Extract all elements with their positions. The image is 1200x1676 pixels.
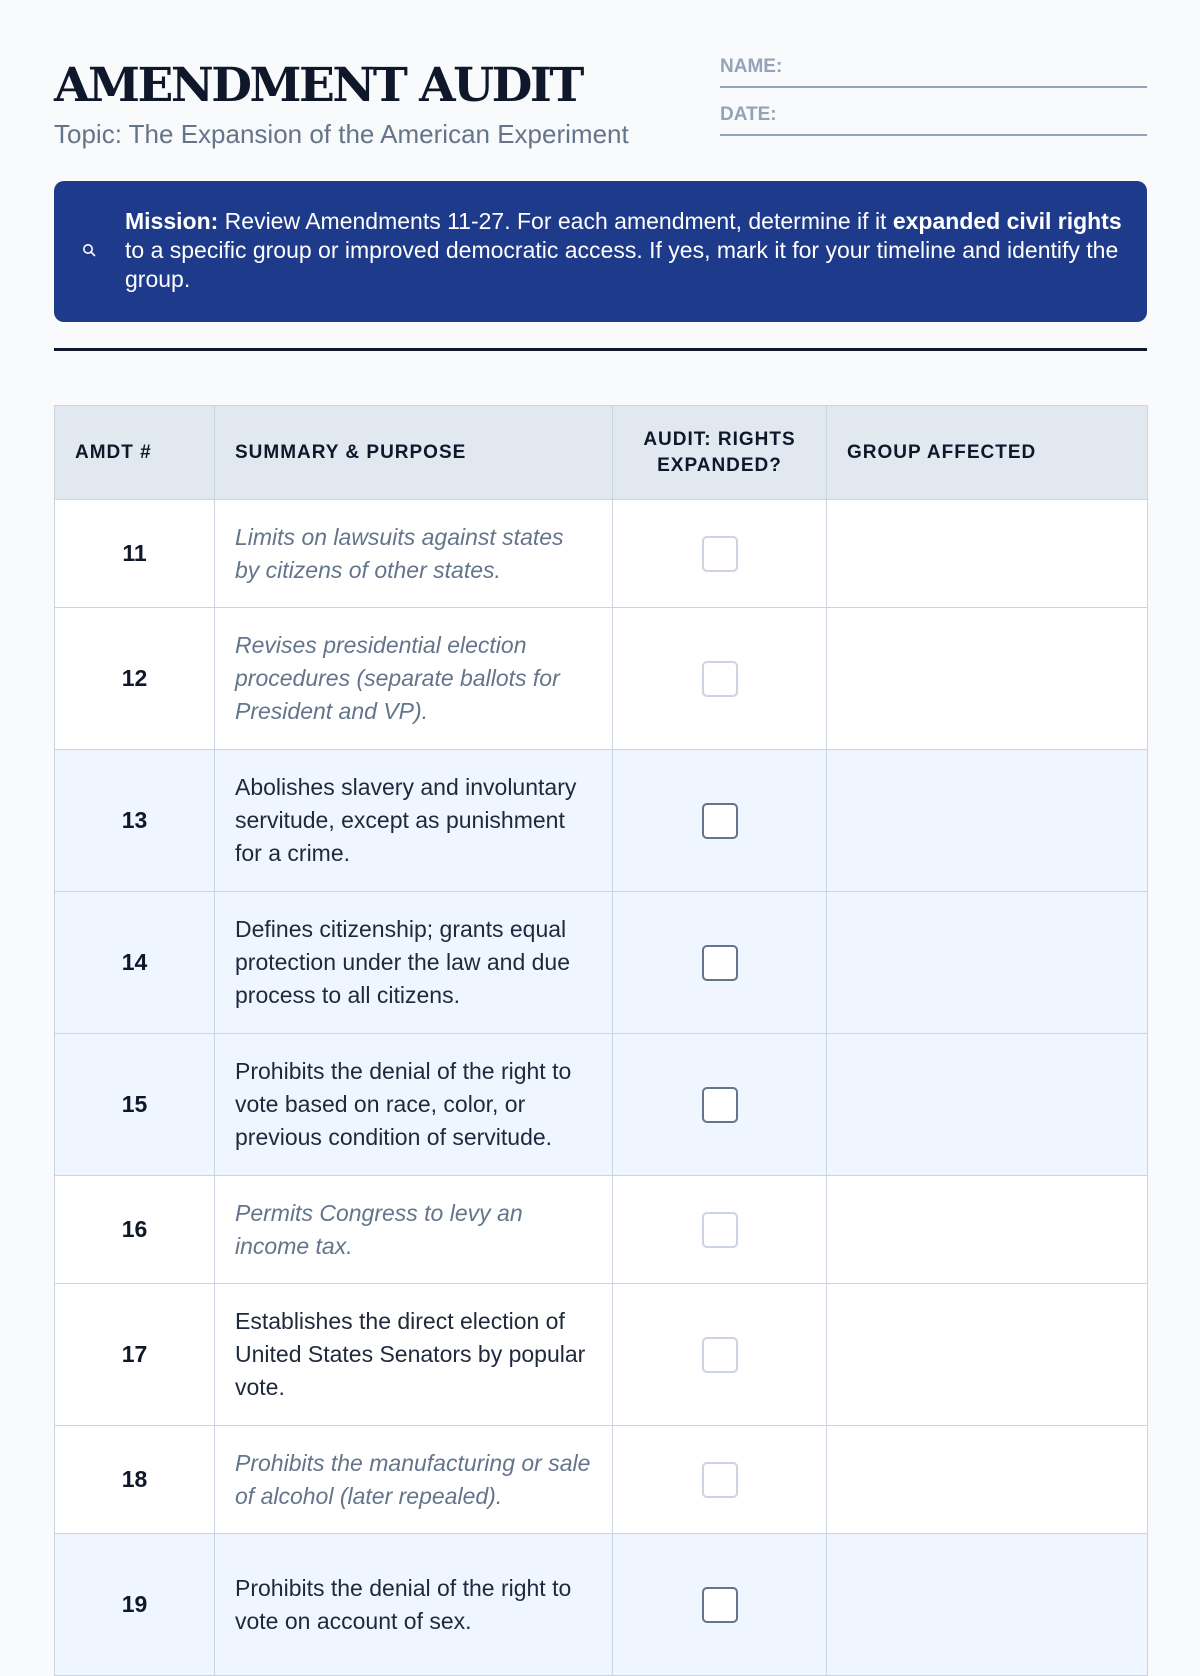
- name-label: NAME:: [720, 56, 783, 77]
- table-header-row: [55, 406, 1148, 500]
- rights-expanded-cell: [613, 1534, 827, 1676]
- rights-expanded-cell: [613, 608, 827, 750]
- mission-text-part2: to a specific group or improved democratic access. If yes, mark it for your timeline and identify the group.: [125, 237, 1119, 292]
- rights-expanded-checkbox[interactable]: [702, 945, 738, 981]
- group-affected-cell[interactable]: [827, 750, 1148, 892]
- rights-expanded-cell: [613, 892, 827, 1034]
- group-affected-cell[interactable]: [827, 1034, 1148, 1176]
- mission-text-part1: Review Amendments 11-27. For each amendment, determine if it: [218, 208, 893, 234]
- amendment-summary: Prohibits the denial of the right to vote based on race, color, or previous condition of servitude.: [215, 1034, 613, 1176]
- rights-expanded-checkbox[interactable]: [702, 661, 738, 697]
- rights-expanded-checkbox[interactable]: [702, 1462, 738, 1498]
- mission-label: Mission:: [125, 208, 219, 234]
- group-affected-cell[interactable]: [827, 1534, 1148, 1676]
- amendment-number: 17: [55, 1284, 215, 1426]
- group-affected-cell[interactable]: [827, 1284, 1148, 1426]
- mission-emphasis: expanded civil rights: [892, 208, 1122, 234]
- amendment-number: 13: [55, 750, 215, 892]
- table-row: [55, 500, 1148, 608]
- rights-expanded-cell: [613, 1034, 827, 1176]
- column-header-group-affected: GROUP AFFECTED: [827, 406, 1148, 500]
- amendment-number: 19: [55, 1534, 215, 1676]
- group-affected-cell[interactable]: [827, 1426, 1148, 1534]
- table-row: [55, 1034, 1148, 1176]
- rights-expanded-cell: [613, 500, 827, 608]
- rights-expanded-checkbox[interactable]: [702, 1587, 738, 1623]
- amendment-summary: Defines citizenship; grants equal protection under the law and due process to all citizens.: [215, 892, 613, 1034]
- page-title: AMENDMENT AUDIT: [54, 58, 582, 113]
- amendment-number: 16: [55, 1176, 215, 1284]
- rights-expanded-checkbox[interactable]: [702, 803, 738, 839]
- table-row: [55, 1534, 1148, 1676]
- divider: [54, 348, 1147, 351]
- amendment-summary: Prohibits the denial of the right to vote on account of sex.: [215, 1534, 613, 1676]
- rights-expanded-cell: [613, 1284, 827, 1426]
- page-subtitle: Topic: The Expansion of the American Experiment: [54, 119, 629, 149]
- rights-expanded-checkbox[interactable]: [702, 536, 738, 572]
- amendment-number: 11: [55, 500, 215, 608]
- group-affected-cell[interactable]: [827, 892, 1148, 1034]
- amendment-summary: Revises presidential election procedures (separate ballots for President and VP).: [215, 608, 613, 750]
- table-row: [55, 1176, 1148, 1284]
- table-row: [55, 608, 1148, 750]
- table-row: [55, 1426, 1148, 1534]
- rights-expanded-cell: [613, 1426, 827, 1534]
- rights-expanded-checkbox[interactable]: [702, 1337, 738, 1373]
- mission-banner: [54, 181, 1147, 322]
- amendment-summary: Establishes the direct election of United States Senators by popular vote.: [215, 1284, 613, 1426]
- amendment-number: 14: [55, 892, 215, 1034]
- column-header-rights-expanded: AUDIT: RIGHTS EXPANDED?: [613, 406, 827, 500]
- rights-expanded-cell: [613, 750, 827, 892]
- table-row: [55, 1284, 1148, 1426]
- group-affected-cell[interactable]: [827, 608, 1148, 750]
- date-field[interactable]: [720, 101, 1147, 136]
- group-affected-cell[interactable]: [827, 500, 1148, 608]
- mission-text: [125, 207, 1125, 294]
- amendment-summary: Abolishes slavery and involuntary servitude, except as punishment for a crime.: [215, 750, 613, 892]
- search-icon: [82, 243, 96, 257]
- rights-expanded-checkbox[interactable]: [702, 1087, 738, 1123]
- amendment-summary: Prohibits the manufacturing or sale of alcohol (later repealed).: [215, 1426, 613, 1534]
- amendment-number: 18: [55, 1426, 215, 1534]
- rights-expanded-checkbox[interactable]: [702, 1212, 738, 1248]
- rights-expanded-cell: [613, 1176, 827, 1284]
- amendment-summary: Permits Congress to levy an income tax.: [215, 1176, 613, 1284]
- amendment-table: [54, 405, 1148, 1676]
- table-row: [55, 892, 1148, 1034]
- table-row: [55, 750, 1148, 892]
- column-header-amendment-number: AMDT #: [55, 406, 215, 500]
- column-header-summary: SUMMARY & PURPOSE: [215, 406, 613, 500]
- amendment-number: 12: [55, 608, 215, 750]
- amendment-summary: Limits on lawsuits against states by citizens of other states.: [215, 500, 613, 608]
- group-affected-cell[interactable]: [827, 1176, 1148, 1284]
- name-field[interactable]: [720, 53, 1147, 88]
- date-label: DATE:: [720, 104, 777, 125]
- amendment-number: 15: [55, 1034, 215, 1176]
